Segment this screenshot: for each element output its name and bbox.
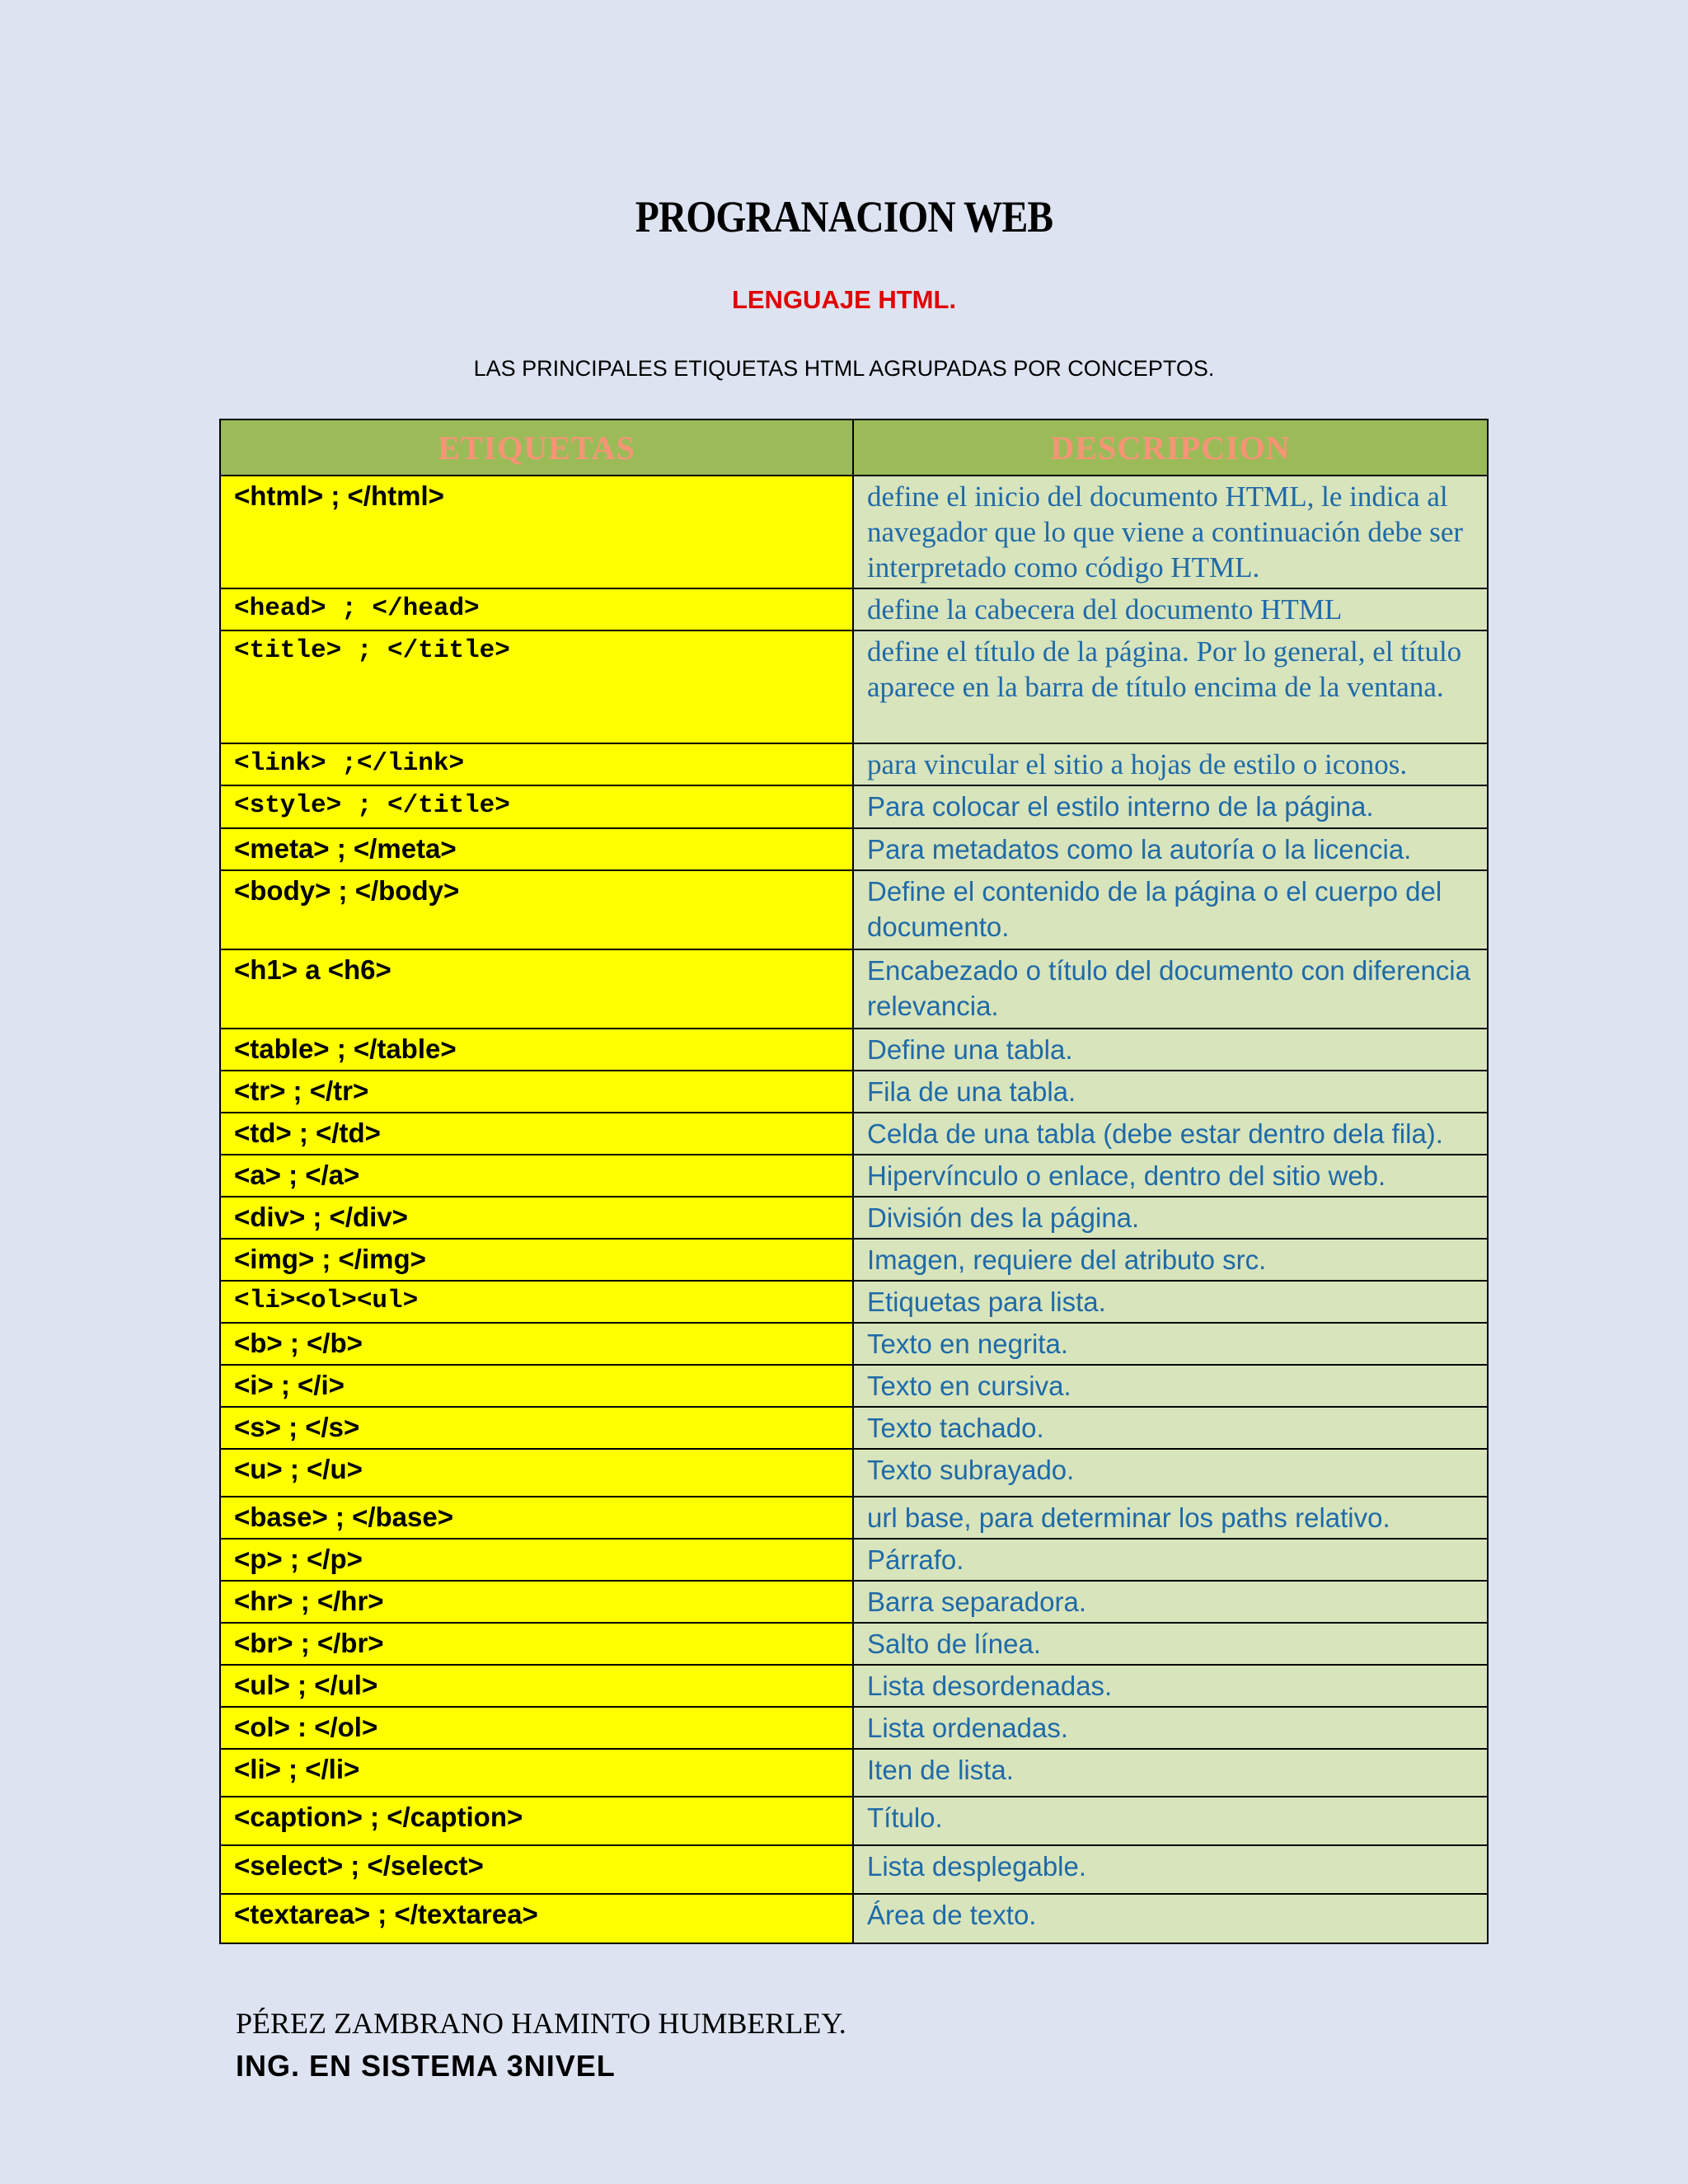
table-row — [220, 1449, 1488, 1497]
tags-table — [219, 419, 1489, 1944]
table-row — [220, 949, 1488, 1029]
tag-cell: <ul> ; </ul> — [220, 1665, 853, 1707]
header-etiquetas: ETIQUETAS — [220, 419, 853, 476]
desc-cell: Texto en cursiva. — [853, 1365, 1488, 1407]
desc-cell: Imagen, requiere del atributo src. — [853, 1239, 1488, 1281]
table-row — [220, 743, 1488, 785]
desc-cell: Texto en negrita. — [853, 1323, 1488, 1365]
tag-cell: <body> ; </body> — [220, 870, 853, 949]
table-row — [220, 1365, 1488, 1407]
table-row — [220, 1623, 1488, 1665]
table-row — [220, 1323, 1488, 1365]
table-row — [220, 785, 1488, 828]
table-row — [220, 630, 1488, 743]
table-row — [220, 1029, 1488, 1071]
table-row — [220, 1707, 1488, 1749]
desc-cell: define el título de la página. Por lo general, el título aparece en la barra de título encima de la ventana. — [853, 630, 1488, 743]
tag-cell: <b> ; </b> — [220, 1323, 853, 1365]
tag-cell: <li><ol><ul> — [220, 1281, 853, 1323]
table-row — [220, 588, 1488, 630]
tag-cell: <title> ; </title> — [220, 630, 853, 743]
desc-cell: Fila de una tabla. — [853, 1071, 1488, 1113]
desc-cell: Etiquetas para lista. — [853, 1281, 1488, 1323]
desc-cell: Encabezado o título del documento con diferencia relevancia. — [853, 949, 1488, 1029]
table-row — [220, 1539, 1488, 1581]
tag-cell: <html> ; </html> — [220, 476, 853, 588]
table-row — [220, 1894, 1488, 1943]
tag-cell: <head> ; </head> — [220, 588, 853, 630]
desc-cell: Área de texto. — [853, 1894, 1488, 1943]
desc-cell: define el inicio del documento HTML, le indica al navegador que lo que viene a continuación debe ser interpretado como código HTML. — [853, 476, 1488, 588]
table-row — [220, 1665, 1488, 1707]
desc-cell: Hipervínculo o enlace, dentro del sitio web. — [853, 1155, 1488, 1197]
table-header-row — [220, 419, 1488, 476]
table-row — [220, 870, 1488, 949]
tag-cell: <i> ; </i> — [220, 1365, 853, 1407]
table-row — [220, 1197, 1488, 1239]
desc-cell: Salto de línea. — [853, 1623, 1488, 1665]
desc-cell: Lista desordenadas. — [853, 1665, 1488, 1707]
desc-cell: Para colocar el estilo interno de la página. — [853, 785, 1488, 828]
tag-cell: <select> ; </select> — [220, 1845, 853, 1894]
desc-cell: Título. — [853, 1797, 1488, 1845]
tag-cell: <a> ; </a> — [220, 1155, 853, 1197]
author-program: ING. EN SISTEMA 3NIVEL — [236, 2049, 616, 2083]
desc-cell: Barra separadora. — [853, 1581, 1488, 1623]
tag-cell: <li> ; </li> — [220, 1749, 853, 1797]
tag-cell: <link> ;</link> — [220, 743, 853, 785]
table-row — [220, 828, 1488, 870]
table-row — [220, 1581, 1488, 1623]
tag-cell: <td> ; </td> — [220, 1113, 853, 1155]
tag-cell: <s> ; </s> — [220, 1407, 853, 1449]
table-row — [220, 1239, 1488, 1281]
tag-cell: <u> ; </u> — [220, 1449, 853, 1497]
tag-cell: <h1> a <h6> — [220, 949, 853, 1029]
desc-cell: Define una tabla. — [853, 1029, 1488, 1071]
tag-cell: <meta> ; </meta> — [220, 828, 853, 870]
tag-cell: <ol> : </ol> — [220, 1707, 853, 1749]
table-row — [220, 1281, 1488, 1323]
tag-cell: <caption> ; </caption> — [220, 1797, 853, 1845]
table-row — [220, 1113, 1488, 1155]
table-row — [220, 1845, 1488, 1894]
desc-cell: Texto subrayado. — [853, 1449, 1488, 1497]
page-subtitle: LENGUAJE HTML. — [731, 285, 957, 314]
table-row — [220, 1155, 1488, 1197]
desc-cell: Lista desplegable. — [853, 1845, 1488, 1894]
desc-cell: para vincular el sitio a hojas de estilo o iconos. — [853, 743, 1488, 785]
desc-cell: Párrafo. — [853, 1539, 1488, 1581]
desc-cell: Celda de una tabla (debe estar dentro dela fila). — [853, 1113, 1488, 1155]
tag-cell: <img> ; </img> — [220, 1239, 853, 1281]
tag-cell: <base> ; </base> — [220, 1497, 853, 1539]
desc-cell: define la cabecera del documento HTML — [853, 588, 1488, 630]
tag-cell: <br> ; </br> — [220, 1623, 853, 1665]
tag-cell: <textarea> ; </textarea> — [220, 1894, 853, 1943]
desc-cell: url base, para determinar los paths relativo. — [853, 1497, 1488, 1539]
table-row — [220, 1749, 1488, 1797]
page-title: PROGRANACION WEB — [635, 192, 1053, 241]
table-row — [220, 1797, 1488, 1845]
desc-cell: Define el contenido de la página o el cuerpo del documento. — [853, 870, 1488, 949]
header-descripcion: DESCRIPCION — [853, 419, 1488, 476]
desc-cell: División des la página. — [853, 1197, 1488, 1239]
table-row — [220, 1407, 1488, 1449]
author-name: PÉREZ ZAMBRANO HAMINTO HUMBERLEY. — [236, 2007, 846, 2040]
desc-cell: Lista ordenadas. — [853, 1707, 1488, 1749]
tag-cell: <hr> ; </hr> — [220, 1581, 853, 1623]
tag-cell: <table> ; </table> — [220, 1029, 853, 1071]
desc-cell: Para metadatos como la autoría o la licencia. — [853, 828, 1488, 870]
tag-cell: <div> ; </div> — [220, 1197, 853, 1239]
table-row — [220, 1071, 1488, 1113]
table-row — [220, 1497, 1488, 1539]
desc-cell: Texto tachado. — [853, 1407, 1488, 1449]
intro-text: LAS PRINCIPALES ETIQUETAS HTML AGRUPADAS POR CONCEPTOS. — [473, 356, 1215, 381]
tag-cell: <style> ; </title> — [220, 785, 853, 828]
tag-cell: <tr> ; </tr> — [220, 1071, 853, 1113]
table-row — [220, 476, 1488, 588]
desc-cell: Iten de lista. — [853, 1749, 1488, 1797]
tag-cell: <p> ; </p> — [220, 1539, 853, 1581]
